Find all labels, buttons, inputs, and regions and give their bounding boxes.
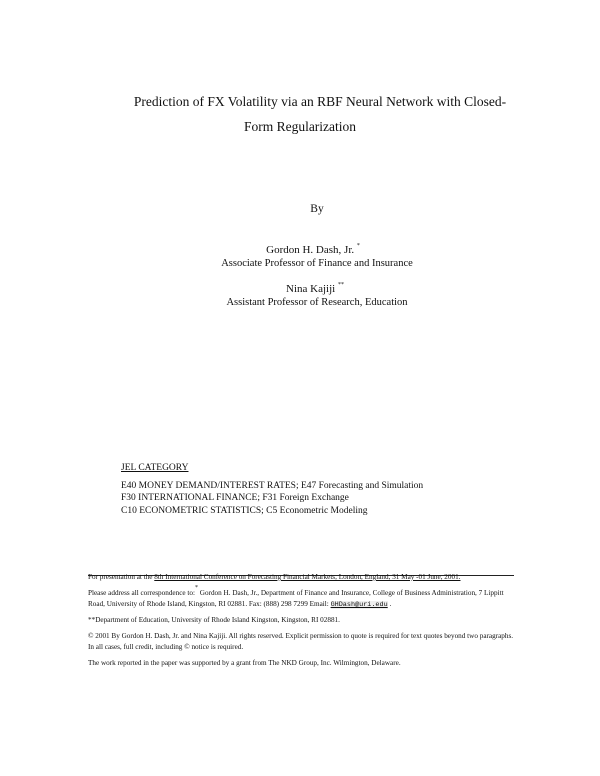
paper-title-line-2: Form Regularization bbox=[243, 119, 357, 134]
email-suffix: . bbox=[387, 599, 392, 608]
jel-line: E40 MONEY DEMAND/INTEREST RATES; E47 Forecasting and Simulation bbox=[121, 480, 424, 491]
correspondence-mark: * bbox=[194, 584, 198, 591]
author-2-name: Nina Kajiji bbox=[286, 283, 336, 295]
author-2-mark: ** bbox=[337, 282, 344, 288]
grant-support-note: The work reported in the paper was supported by a grant from The NKD Group, Inc. Wilmington, Delaware. bbox=[88, 658, 401, 667]
author-2-affiliation: Assistant Professor of Research, Education bbox=[226, 297, 408, 308]
correspondence-prefix: Please address all correspondence to: bbox=[88, 588, 195, 597]
author-1-name: Gordon H. Dash, Jr. bbox=[266, 244, 355, 256]
conference-link[interactable]: 8th International Conference on Forecasting Financial Markets, London, England, 31 May -01 June, 2001. bbox=[154, 573, 461, 581]
copyright-note: © 2001 By Gordon H. Dash, Jr. and Nina Kajiji. All rights reserved. Explicit permission to quote is required for text quotes beyond two paragraphs. In all cases, full credit, including © notice is required. bbox=[88, 632, 514, 651]
correspondence-text: Gordon H. Dash, Jr., Department of Finance and Insurance, College of Business Administration, 7 Lippitt Road, University of Rhode Island, Kingston, RI 02881. Fax: (888) 298 7299 Email: bbox=[88, 588, 504, 608]
jel-heading: JEL CATEGORY bbox=[121, 463, 189, 473]
presentation-prefix: For presentation at the bbox=[88, 573, 155, 581]
author-1-affiliation: Associate Professor of Finance and Insurance bbox=[221, 258, 413, 269]
paper-title-line-1: Prediction of FX Volatility via an RBF Neural Network with Closed- bbox=[133, 94, 507, 109]
author-1-mark: * bbox=[356, 243, 360, 249]
correspondence-note bbox=[88, 583, 518, 611]
jel-line: C10 ECONOMETRIC STATISTICS; C5 Econometric Modeling bbox=[121, 505, 368, 516]
jel-line: F30 INTERNATIONAL FINANCE; F31 Foreign Exchange bbox=[121, 493, 349, 503]
by-label: By bbox=[310, 203, 324, 215]
author-2 bbox=[0, 282, 600, 295]
presentation-note bbox=[88, 572, 518, 583]
footnotes bbox=[88, 572, 518, 669]
author-1 bbox=[0, 243, 600, 256]
email-link[interactable]: GHDash@uri.edu bbox=[330, 600, 388, 609]
education-dept-note: **Department of Education, University of Rhode Island Kingston, Kingston, RI 02881. bbox=[88, 616, 340, 625]
jel-category-block bbox=[121, 462, 423, 517]
